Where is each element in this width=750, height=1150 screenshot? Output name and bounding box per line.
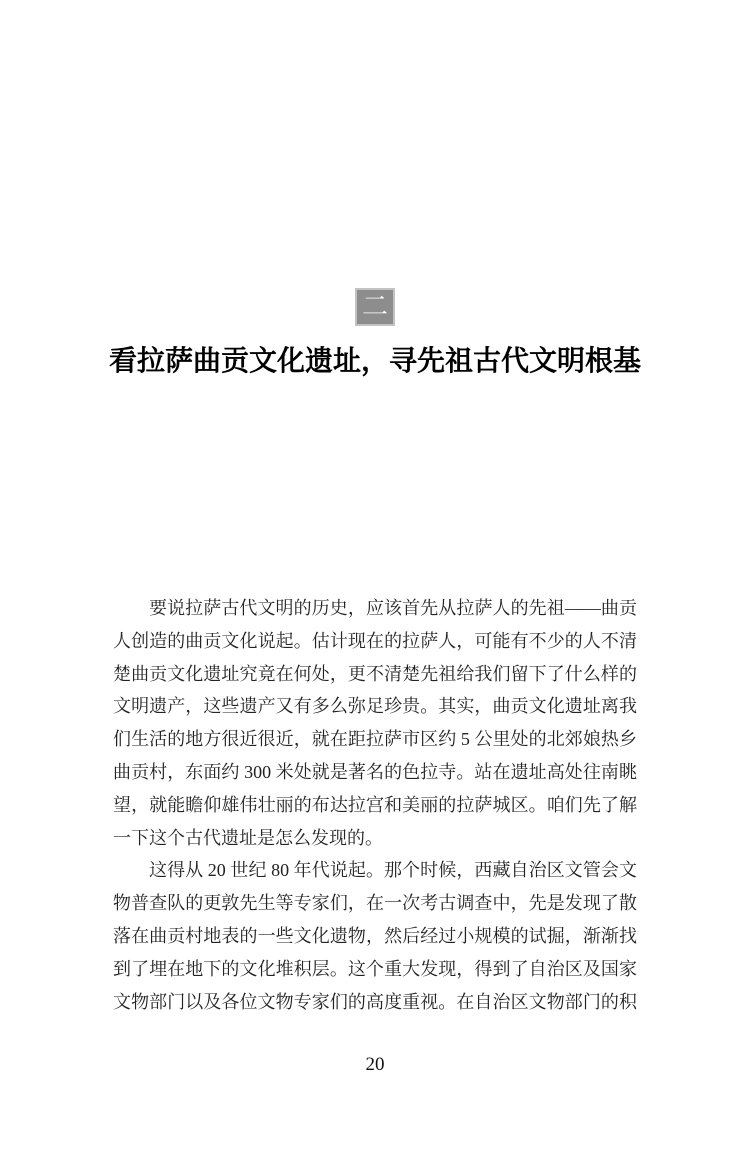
chapter-number: 二 [361, 292, 388, 321]
chapter-title: 看拉萨曲贡文化遗址，寻先祖古代文明根基 [108, 346, 641, 377]
paragraph-line: 一下这个古代遗址是怎么发现的。 [113, 827, 383, 848]
paragraph-line: 曲贡村，东面约 300 米处就是著名的色拉寺。站在遗址高处往南眺 [113, 761, 637, 782]
page-number: 20 [365, 1054, 385, 1075]
body-text [113, 592, 637, 1018]
paragraph-line: 们生活的地方很近很近，就在距拉萨市区约 5 公里处的北郊娘热乡 [113, 729, 637, 750]
paragraph-line: 楚曲贡文化遗址究竟在何处，更不清楚先祖给我们留下了什么样的 [113, 663, 637, 684]
paragraph-line: 到了埋在地下的文化堆积层。这个重大发现，得到了自治区及国家 [113, 958, 637, 979]
paragraph-line: 望，就能瞻仰雄伟壮丽的布达拉宫和美丽的拉萨城区。咱们先了解 [113, 794, 637, 815]
chapter-number-box [355, 288, 395, 326]
paragraph-line: 要说拉萨古代文明的历史，应该首先从拉萨人的先祖——曲贡 [149, 598, 637, 618]
paragraph-line: 落在曲贡村地表的一些文化遗物，然后经过小规模的试掘，渐渐找 [113, 925, 637, 946]
paragraph-line: 人创造的曲贡文化说起。估计现在的拉萨人，可能有不少的人不清 [113, 630, 637, 651]
paragraph-line: 文物部门以及各位文物专家们的高度重视。在自治区文物部门的积 [113, 991, 637, 1012]
paragraph-line: 物普查队的更敦先生等专家们，在一次考古调查中，先是发现了散 [113, 893, 637, 914]
paragraph-line: 文明遗产，这些遗产又有多么弥足珍贵。其实，曲贡文化遗址离我 [113, 696, 637, 717]
paragraph-line: 这得从 20 世纪 80 年代说起。那个时候，西藏自治区文管会文 [149, 860, 637, 881]
